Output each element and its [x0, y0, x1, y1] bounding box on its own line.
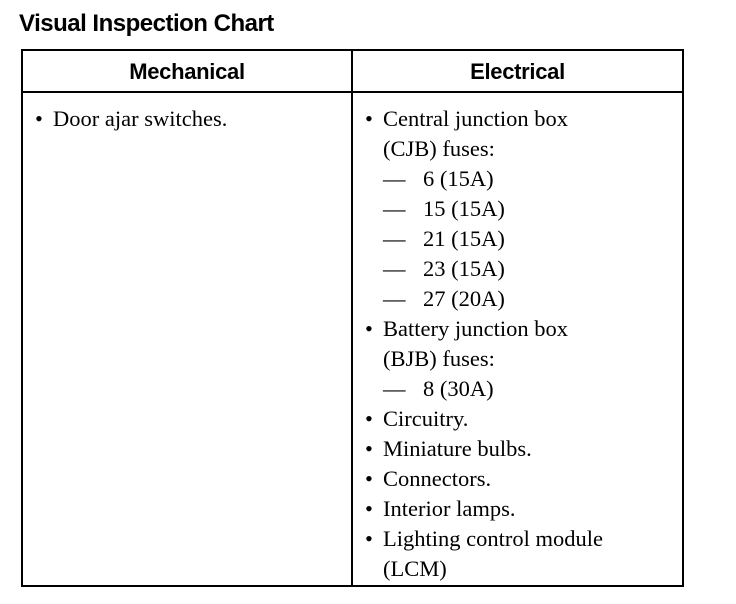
- item-text: (CJB) fuses:: [383, 136, 495, 161]
- fuse-text: 15 (15A): [423, 196, 505, 221]
- fuse-text: 21 (15A): [423, 226, 505, 251]
- fuse-item: [359, 194, 679, 224]
- dash-icon: —: [383, 376, 406, 401]
- list-item-continuation: [359, 554, 679, 584]
- fuse-item: [359, 164, 679, 194]
- fuse-text: 23 (15A): [423, 256, 505, 281]
- header-electrical: Electrical: [470, 59, 565, 84]
- item-text: Lighting control module: [383, 526, 603, 551]
- fuse-item: [359, 224, 679, 254]
- bullet-icon: •: [365, 316, 373, 341]
- bullet-icon: •: [365, 406, 373, 431]
- item-text: Central junction box: [383, 106, 568, 131]
- bullet-icon: •: [365, 436, 373, 461]
- item-text: (BJB) fuses:: [383, 346, 495, 371]
- item-text: Miniature bulbs.: [383, 436, 532, 461]
- fuse-text: 27 (20A): [423, 286, 505, 311]
- list-item-continuation: [359, 134, 679, 164]
- dash-icon: —: [383, 256, 406, 281]
- dash-icon: —: [383, 166, 406, 191]
- dash-icon: —: [383, 226, 406, 251]
- item-text: Circuitry.: [383, 406, 469, 431]
- dash-icon: —: [383, 196, 406, 221]
- list-item: [29, 104, 347, 134]
- bullet-icon: •: [365, 106, 373, 131]
- list-item: [359, 434, 679, 464]
- list-item: [359, 464, 679, 494]
- list-item: [359, 104, 679, 134]
- inspection-table: [21, 49, 684, 587]
- item-text: Battery junction box: [383, 316, 568, 341]
- mechanical-column: [29, 104, 347, 134]
- header-mechanical: Mechanical: [129, 59, 245, 84]
- list-item: [359, 524, 679, 554]
- list-item: [359, 314, 679, 344]
- column-divider: [351, 51, 353, 585]
- item-text: Interior lamps.: [383, 496, 516, 521]
- fuse-item: [359, 374, 679, 404]
- bullet-icon: •: [35, 106, 43, 131]
- electrical-column: [359, 104, 679, 584]
- bullet-icon: •: [365, 526, 373, 551]
- fuse-text: 8 (30A): [423, 376, 494, 401]
- list-item: [359, 494, 679, 524]
- item-text: (LCM): [383, 556, 447, 581]
- list-item: [359, 404, 679, 434]
- list-item-continuation: [359, 344, 679, 374]
- fuse-item: [359, 284, 679, 314]
- dash-icon: —: [383, 286, 406, 311]
- chart-title: Visual Inspection Chart: [19, 10, 274, 37]
- fuse-item: [359, 254, 679, 284]
- fuse-text: 6 (15A): [423, 166, 494, 191]
- bullet-icon: •: [365, 496, 373, 521]
- item-text: Door ajar switches.: [53, 106, 228, 131]
- header-divider: [23, 91, 682, 93]
- item-text: Connectors.: [383, 466, 492, 491]
- bullet-icon: •: [365, 466, 373, 491]
